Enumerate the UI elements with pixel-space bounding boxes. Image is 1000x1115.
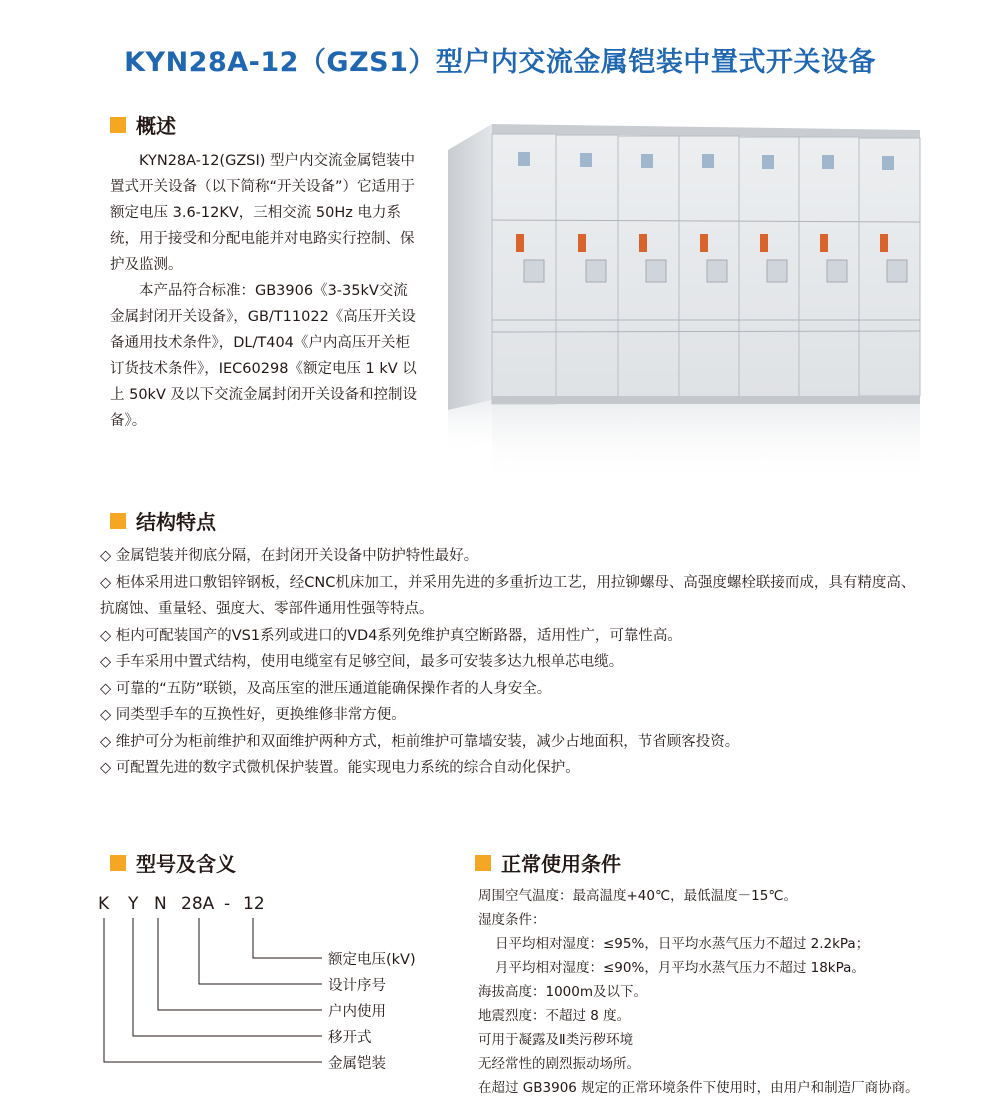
section-title: 型号及含义 bbox=[136, 852, 236, 876]
section-heading-conditions bbox=[475, 848, 621, 877]
model-code-12: 12 bbox=[243, 894, 265, 914]
feature-item: ◇ 柜体采用进口敷铝锌钢板，经CNC机床加工，并采用先进的多重折边工艺，用拉铆螺母、高强度螺栓联接而成，具有精度高、抗腐蚀、重量轻、强度大、零部件通用性强等特点。 bbox=[100, 574, 916, 617]
condition-item: 湿度条件： bbox=[478, 912, 546, 928]
overview-paragraph-2: 本产品符合标准：GB3906《3-35kV交流金属封闭开关设备》，GB/T11022《高压开关设备通用技术条件》，DL/T404《户内高压开关柜订货技术条件》，IEC60298《额定电压 1 kV 以上 50kV 及以下交流金属封闭开关设备和控制设备》。 bbox=[110, 283, 417, 429]
condition-item: 在超过 GB3906 规定的正常环境条件下使用时，由用户和制造厂商协商。 bbox=[478, 1080, 919, 1096]
condition-item: 月平均相对湿度：≤90%，月平均水蒸气压力不超过 18kPa。 bbox=[495, 960, 865, 976]
model-label-design-serial: 设计序号 bbox=[328, 978, 386, 994]
model-label-withdrawable: 移开式 bbox=[328, 1030, 372, 1046]
model-label-rated-voltage: 额定电压(kV) bbox=[328, 952, 416, 968]
feature-item: ◇ 可靠的“五防”联锁，及高压室的泄压通道能确保操作者的人身安全。 bbox=[100, 680, 552, 697]
condition-item: 地震烈度：不超过 8 度。 bbox=[478, 1008, 631, 1024]
section-title: 正常使用条件 bbox=[501, 852, 621, 876]
overview-paragraph-1: KYN28A-12(GZSI) 型户内交流金属铠装中置式开关设备（以下简称“开关设备”）它适用于额定电压 3.6-12KV，三相交流 50Hz 电力系统，用于接受和分配电能并对电路实行控制、保护及监测。 bbox=[110, 153, 416, 273]
feature-item: ◇ 手车采用中置式结构，使用电缆室有足够空间，最多可安装多达九根单芯电缆。 bbox=[100, 654, 624, 670]
model-code-y: Y bbox=[128, 894, 139, 914]
condition-item: 无经常性的剧烈振动场所。 bbox=[478, 1056, 640, 1072]
page-title: KYN28A-12（GZS1）型户内交流金属铠装中置式开关设备 bbox=[124, 47, 876, 78]
condition-item: 周围空气温度：最高温度+40℃，最低温度－15℃。 bbox=[478, 888, 797, 904]
section-title: 结构特点 bbox=[136, 510, 216, 534]
feature-item: ◇ 维护可分为柜前维护和双面维护两种方式，柜前维护可靠墙安装，减少占地面积，节省顾客投资。 bbox=[100, 733, 740, 750]
feature-item: ◇ 可配置先进的数字式微机保护装置。能实现电力系统的综合自动化保护。 bbox=[100, 760, 580, 776]
model-code-28a: 28A bbox=[181, 894, 215, 914]
orange-square-icon bbox=[475, 855, 491, 871]
model-code-dash: - bbox=[224, 894, 231, 914]
model-label-metal-clad: 金属铠装 bbox=[328, 1056, 386, 1072]
feature-item: ◇ 同类型手车的互换性好，更换维修非常方便。 bbox=[100, 707, 406, 723]
feature-item: ◇ 柜内可配装国产的VS1系列或进口的VD4系列免维护真空断路器，适用性广，可靠性高。 bbox=[100, 627, 682, 644]
model-label-indoor-use: 户内使用 bbox=[328, 1004, 386, 1020]
condition-item: 日平均相对湿度：≤95%，日平均水蒸气压力不超过 2.2kPa； bbox=[495, 936, 870, 952]
feature-item: ◇ 金属铠装并彻底分隔，在封闭开关设备中防护特性最好。 bbox=[100, 548, 479, 564]
section-title: 概述 bbox=[136, 114, 176, 138]
model-code-k: K bbox=[98, 894, 110, 914]
condition-item: 海拔高度：1000m及以下。 bbox=[478, 984, 648, 1000]
condition-item: 可用于凝露及Ⅱ类污秽环境 bbox=[478, 1032, 634, 1048]
conditions-list bbox=[478, 884, 919, 1100]
model-code-n: N bbox=[154, 894, 167, 914]
